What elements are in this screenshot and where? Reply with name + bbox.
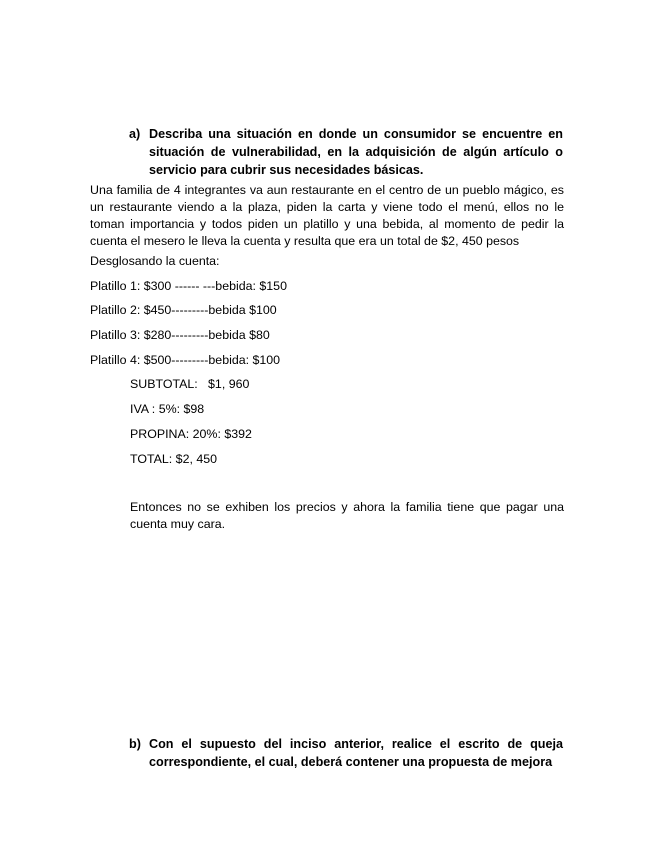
intro-paragraph: Una familia de 4 integrantes va aun restaurante en el centro de un pueblo mágico, es un restaurante viendo a la plaza, piden la carta y viene todo el menú, ellos no le toman importancia y todos piden un platillo y una bebida, al momento de pedir la cuenta el mesero le lleva la cuenta y resulta que era un total de $2, 450 pesos	[90, 183, 564, 248]
question-a-label: a)	[129, 127, 141, 141]
question-b-label: b)	[129, 737, 141, 751]
propina-line: PROPINA: 20%: $392	[130, 427, 252, 441]
question-a-text: Describa una situación en donde un consumidor se encuentre en situación de vulnerabilidad, en la adquisición de algún artículo o servicio para cubrir sus necesidades básicas.	[149, 127, 563, 177]
dish-line: Platillo 2: $450---------bebida $100	[90, 303, 277, 317]
dish-line: Platillo 1: $300 ------ ---bebida: $150	[90, 279, 287, 293]
breakdown-heading: Desglosando la cuenta:	[90, 254, 220, 268]
question-b-text: Con el supuesto del inciso anterior, realice el escrito de queja correspondiente, el cual, deberá contener una propuesta de mejora	[149, 737, 563, 769]
iva-line: IVA : 5%: $98	[130, 402, 205, 416]
dish-line: Platillo 3: $280---------bebida $80	[90, 328, 270, 342]
total-line: TOTAL: $2, 450	[130, 452, 218, 466]
subtotal-line: SUBTOTAL: $1, 960	[130, 377, 250, 391]
dish-line: Platillo 4: $500---------bebida: $100	[90, 353, 281, 367]
conclusion-paragraph: Entonces no se exhiben los precios y ahora la familia tiene que pagar una cuenta muy cara.	[130, 500, 564, 531]
